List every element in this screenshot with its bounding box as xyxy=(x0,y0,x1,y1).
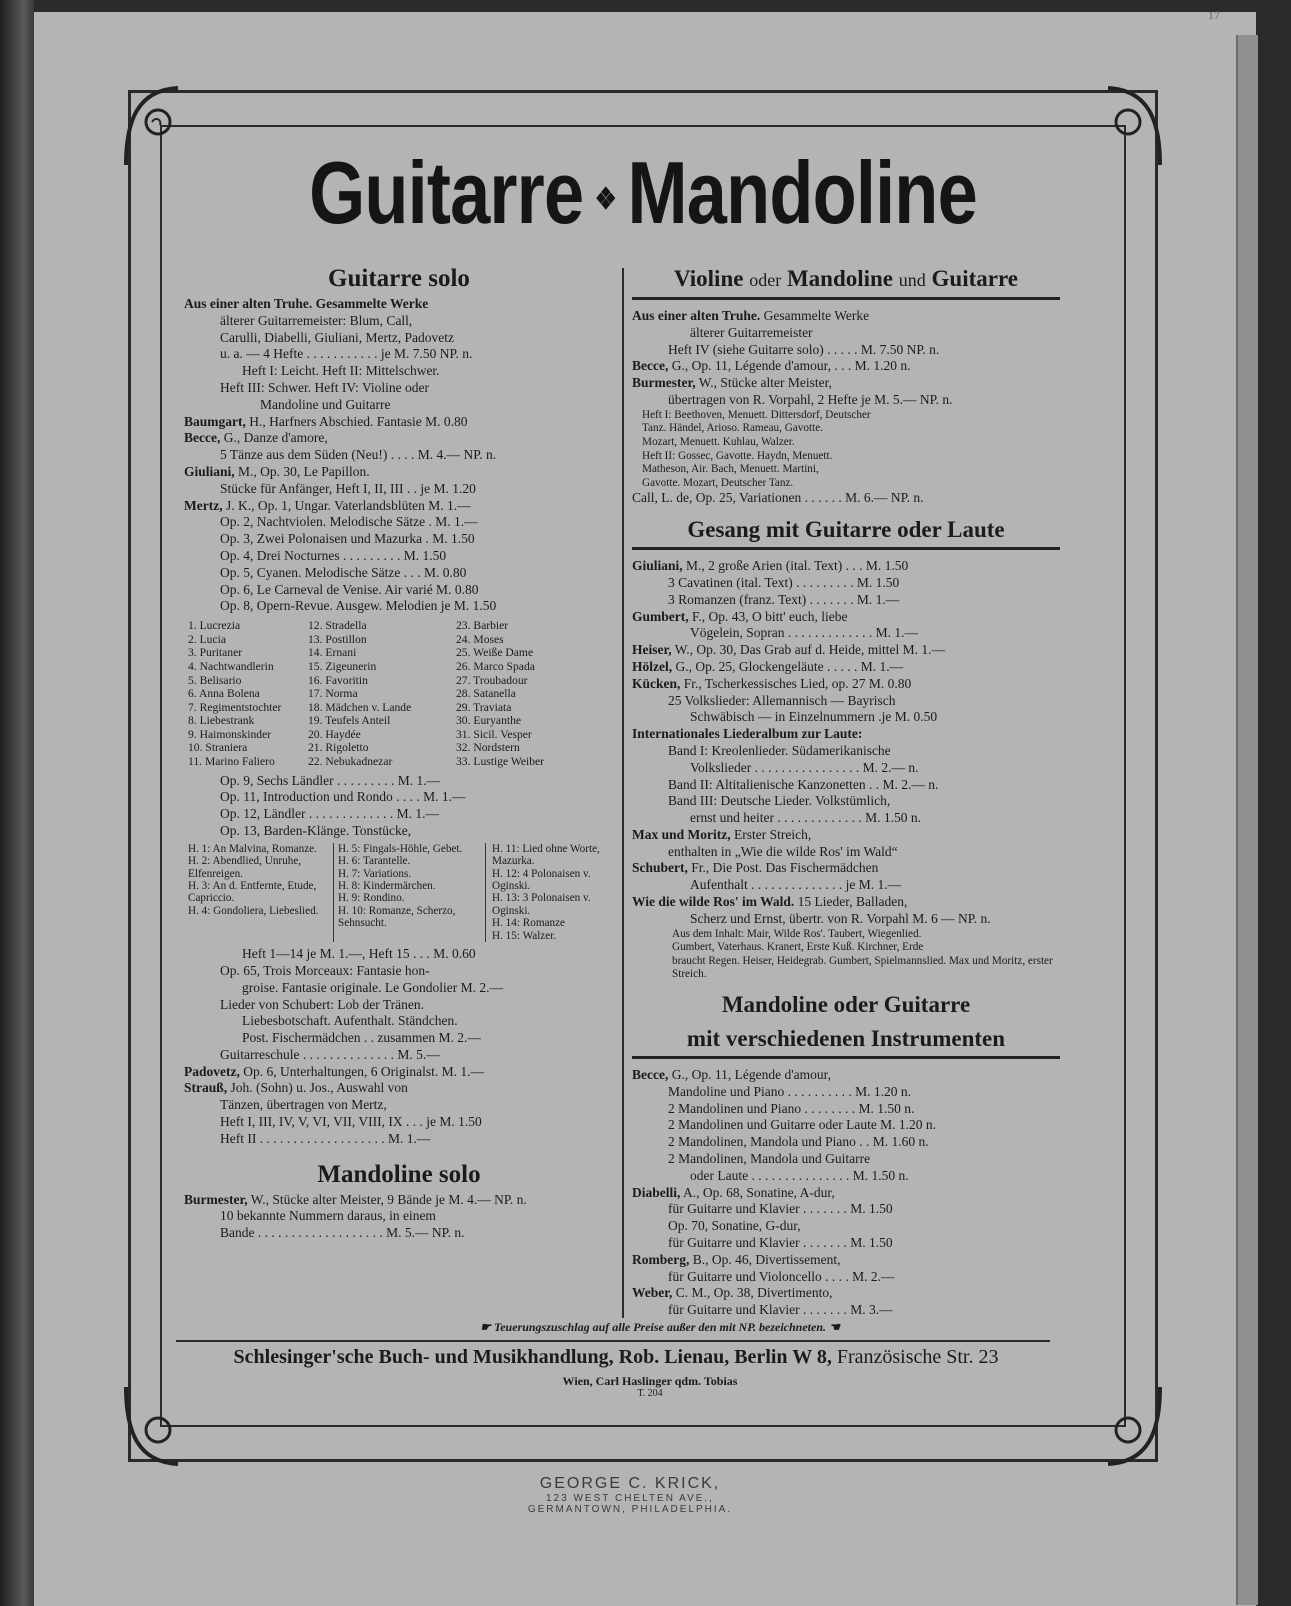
list-item: Aus einer alten Truhe. Gesammelte Werke xyxy=(184,296,429,311)
list-item: Becce, G., Op. 11, Légende d'amour, . . . M. 1.20 n. xyxy=(632,358,911,374)
opera-item: 29. Traviata xyxy=(456,700,512,714)
list-item: Mandoline und Piano . . . . . . . . . . M. 1.20 n. xyxy=(668,1083,911,1099)
violine-list xyxy=(632,308,1060,409)
list-item: Diabelli, A., Op. 68, Sonatine, A-dur, xyxy=(632,1184,835,1200)
list-item: Baumgart, H., Harfners Abschied. Fantasie M. 0.80 xyxy=(184,413,468,429)
list-item: Heft IV (siehe Guitarre solo) . . . . . M. 7.50 NP. n. xyxy=(668,341,940,357)
violine-heading-mandoline: Mandoline xyxy=(786,266,894,291)
opera-item: 7. Regimentstochter xyxy=(188,700,282,714)
opera-item: 17. Norma xyxy=(308,687,358,701)
violine-heading xyxy=(632,262,1060,300)
opera-item: 5. Belisario xyxy=(188,673,242,687)
price-footnote: ☛ Teuerungszuschlag auf alle Preise außer den mit NP. bezeichneten. ☚ xyxy=(480,1320,840,1334)
contents-line: Gumbert, Vaterhaus. Kranert, Erste Kuß. Kirchner, Erde xyxy=(672,941,924,954)
list-item: Mertz, J. K., Op. 1, Ungar. Vaterlandsblüten M. 1.— xyxy=(184,497,471,513)
list-item: 10 bekannte Nummern daraus, in einem xyxy=(220,1208,436,1224)
list-item: Internationales Liederalbum zur Laute: xyxy=(632,726,863,742)
contents-line: Gavotte. Mozart, Deutscher Tanz. xyxy=(642,476,794,489)
list-item: für Guitarre und Violoncello . . . . M. 2.— xyxy=(668,1268,895,1284)
instrumenten-heading: mit verschiedenen Instrumenten xyxy=(632,1022,1060,1059)
op13-column xyxy=(188,843,334,942)
list-item: Heiser, W., Op. 30, Das Grab auf d. Heide, mittel M. 1.— xyxy=(632,642,945,658)
list-item: Op. 4, Drei Nocturnes . . . . . . . . . M. 1.50 xyxy=(220,547,447,563)
list-item: Burmester, W., Stücke alter Meister, xyxy=(632,375,832,391)
op13-item: H. 2: Abendlied, Unruhe, Elfenreigen. xyxy=(188,855,302,880)
opera-item: 15. Zigeunerin xyxy=(308,659,377,673)
opera-item: 21. Rigoletto xyxy=(308,741,369,755)
opera-item: 10. Straniera xyxy=(188,741,248,755)
list-item: Bande . . . . . . . . . . . . . . . . . . . M. 5.— NP. n. xyxy=(220,1225,465,1241)
list-item: Romberg, B., Op. 46, Divertissement, xyxy=(632,1251,841,1267)
footer-rule xyxy=(176,1340,1050,1342)
wilde-ros-contents xyxy=(632,928,1060,982)
opera-item: 22. Nebukadnezar xyxy=(308,755,393,769)
list-item: Volkslieder . . . . . . . . . . . . . . . . M. 2.— n. xyxy=(690,759,919,775)
burmester-contents xyxy=(632,409,1060,491)
contents-line: braucht Regen. Heiser, Heidegrab. Gumbert, Spielmannslied. Max und Moritz, erster Streich. xyxy=(672,954,1053,981)
title-left: Guitarre xyxy=(309,143,584,242)
contents-line: Tanz. Händel, Arioso. Rameau, Gavotte. xyxy=(642,422,823,435)
list-item: 5 Tänze aus dem Süden (Neu!) . . . . M. 4.— NP. n. xyxy=(220,447,497,463)
op13-column xyxy=(334,843,486,942)
violine-heading-word: Violine xyxy=(674,266,744,291)
op13-item: H. 15: Walzer. xyxy=(492,929,557,942)
op13-item: H. 13: 3 Polonaisen v. Oginski. xyxy=(492,892,591,917)
list-item: Op. 65, Trois Morceaux: Fantasie hon- xyxy=(220,962,430,978)
op13-column xyxy=(486,843,618,942)
plate-number: T. 204 xyxy=(637,1388,663,1399)
op13-item: H. 11: Lied ohne Worte, Mazurka. xyxy=(492,842,600,868)
op13-item: H. 9: Rondino. xyxy=(338,892,405,905)
publisher-name: Schlesinger'sche Buch- und Musikhandlung, Rob. Lienau, Berlin W 8, xyxy=(233,1346,832,1368)
corner-ornament-bl-icon xyxy=(118,1382,188,1472)
list-item: Strauß, Joh. (Sohn) u. Jos., Auswahl von xyxy=(184,1080,408,1096)
stamp-city: GERMANTOWN, PHILADELPHIA. xyxy=(527,1504,733,1515)
list-item: Op. 70, Sonatine, G-dur, xyxy=(668,1218,801,1234)
contents-line: Heft II: Gossec, Gavotte. Haydn, Menuett. xyxy=(642,449,833,462)
call-line: Call, L. de, Op. 25, Variationen . . . . . . M. 6.— NP. n. xyxy=(632,490,924,506)
opera-list xyxy=(188,619,614,769)
violine-heading-guitarre: Guitarre xyxy=(931,266,1018,291)
stamp-address: 123 WEST CHELTEN AVE., xyxy=(546,1493,714,1504)
list-item: Heft III: Schwer. Heft IV: Violine oder xyxy=(220,379,429,395)
opera-item: 19. Teufels Anteil xyxy=(308,714,391,728)
list-item: Heft I: Leicht. Heft II: Mittelschwer. xyxy=(242,363,440,379)
opera-item: 1. Lucrezia xyxy=(188,619,241,633)
op13-item: H. 1: An Malvina, Romanze. xyxy=(188,842,317,855)
op13-item: H. 5: Fingals-Höhle, Gebet. xyxy=(338,842,463,855)
opera-item: 6. Anna Bolena xyxy=(188,687,260,701)
list-item: Aufenthalt . . . . . . . . . . . . . . je M. 1.— xyxy=(690,877,902,893)
list-item: Scherz und Ernst, übertr. von R. Vorpahl M. 6 — NP. n. xyxy=(690,910,991,926)
list-item: Op. 5, Cyanen. Melodische Sätze . . . M. 0.80 xyxy=(220,564,467,580)
mertz-list-cont xyxy=(184,946,614,1148)
opera-item: 26. Marco Spada xyxy=(456,659,535,673)
list-item: 2 Mandolinen und Guitarre oder Laute M. 1.20 n. xyxy=(668,1117,937,1133)
list-item: Op. 2, Nachtviolen. Melodische Sätze . M. 1.— xyxy=(220,514,478,530)
opera-item: 20. Haydée xyxy=(308,727,361,741)
op13-item: H. 12: 4 Polonaisen v. Oginski. xyxy=(492,867,591,893)
op13-item: H. 4: Gondoliera, Liebeslied. xyxy=(188,904,319,917)
op13-item: H. 7: Variations. xyxy=(338,867,412,880)
list-item: Band III: Deutsche Lieder. Volkstümlich, xyxy=(668,793,891,809)
op13-item: H. 6: Tarantelle. xyxy=(338,855,411,868)
opera-item: 16. Favoritin xyxy=(308,673,368,687)
list-item: übertragen von R. Vorpahl, 2 Hefte je M. 5.— NP. n. xyxy=(668,391,953,407)
list-item: 3 Romanzen (franz. Text) . . . . . . . M. 1.— xyxy=(668,591,900,607)
list-item: Op. 9, Sechs Ländler . . . . . . . . . M. 1.— xyxy=(220,772,441,788)
list-item: 2 Mandolinen, Mandola und Guitarre xyxy=(668,1151,871,1167)
list-item: Mandoline und Guitarre xyxy=(260,396,391,412)
list-item: Guitarreschule . . . . . . . . . . . . . . M. 5.— xyxy=(220,1046,440,1062)
guitarre-solo-list xyxy=(184,296,614,615)
contents-line: Matheson, Air. Bach, Menuett. Martini, xyxy=(642,463,819,476)
opera-item: 25. Weiße Dame xyxy=(456,646,534,660)
book-spine xyxy=(0,0,34,1606)
list-item: Hölzel, G., Op. 25, Glockengeläute . . . . . M. 1.— xyxy=(632,658,904,674)
violine-heading-oder: oder xyxy=(749,270,782,290)
list-item: 25 Volkslieder: Allemannisch — Bayrisch xyxy=(668,692,896,708)
opera-item: 9. Haimonskinder xyxy=(188,727,272,741)
list-item: für Guitarre und Klavier . . . . . . . M. 1.50 xyxy=(668,1201,893,1217)
list-item: Giuliani, M., 2 große Arien (ital. Text) . . . M. 1.50 xyxy=(632,558,909,574)
list-item: Heft 1—14 je M. 1.—, Heft 15 . . . M. 0.60 xyxy=(242,946,476,962)
dealer-stamp xyxy=(470,1475,790,1515)
list-item: Aus einer alten Truhe. Gesammelte Werke xyxy=(632,308,870,323)
list-item: Band I: Kreolenlieder. Südamerikanische xyxy=(668,742,891,758)
gesang-heading: Gesang mit Guitarre oder Laute xyxy=(632,513,1060,550)
list-item: Post. Fischermädchen . . zusammen M. 2.— xyxy=(242,1030,481,1046)
title-right: Mandoline xyxy=(627,143,977,242)
list-item: Heft I, III, IV, V, VI, VII, VIII, IX . . . je M. 1.50 xyxy=(220,1114,482,1130)
list-item: Op. 11, Introduction und Rondo . . . . M. 1.— xyxy=(220,789,466,805)
list-item: Op. 8, Opern-Revue. Ausgew. Melodien je M. 1.50 xyxy=(220,598,497,614)
wien-imprint: Wien, Carl Haslinger qdm. Tobias xyxy=(562,1374,738,1388)
op13-item: H. 8: Kindermärchen. xyxy=(338,880,436,893)
contents-line: Mozart, Menuett. Kuhlau, Walzer. xyxy=(642,435,795,448)
publisher-line xyxy=(176,1346,1056,1369)
corner-ornament-tl-icon xyxy=(118,80,188,170)
list-item: Becce, G., Danze d'amore, xyxy=(184,430,328,446)
opera-item: 18. Mädchen v. Lande xyxy=(308,700,412,714)
list-item: Heft II . . . . . . . . . . . . . . . . . . . M. 1.— xyxy=(220,1130,431,1146)
opera-item: 23. Barbier xyxy=(456,619,509,633)
opera-item: 13. Postillon xyxy=(308,632,367,646)
list-item: Carulli, Diabelli, Giuliani, Mertz, Padovetz xyxy=(220,329,454,345)
mertz-list xyxy=(184,773,614,840)
page-mark: 17 xyxy=(1208,8,1220,22)
page-title xyxy=(247,138,1039,248)
violine-heading-und: und xyxy=(898,270,926,290)
list-item: Schwäbisch — in Einzelnummern .je M. 0.50 xyxy=(690,709,938,725)
contents-line: Heft I: Beethoven, Menuett. Dittersdorf, Deutscher xyxy=(642,408,871,421)
opera-item: 11. Marino Faliero xyxy=(188,755,275,769)
list-item: älterer Guitarremeister: Blum, Call, xyxy=(220,312,413,328)
list-item: enthalten in „Wie die wilde Ros' im Wald“ xyxy=(668,843,898,859)
opera-item: 2. Lucia xyxy=(188,632,226,646)
list-item: Gumbert, F., Op. 43, O bitt' euch, liebe xyxy=(632,608,848,624)
list-item: Liebesbotschaft. Aufenthalt. Ständchen. xyxy=(242,1013,458,1029)
list-item: 2 Mandolinen, Mandola und Piano . . M. 1.60 n. xyxy=(668,1134,929,1150)
list-item: für Guitarre und Klavier . . . . . . . M. 3.— xyxy=(668,1302,893,1318)
list-item: Op. 13, Barden-Klänge. Tonstücke, xyxy=(220,823,412,839)
opera-item: 8. Liebestrank xyxy=(188,714,255,728)
mandoline-solo-list xyxy=(184,1192,614,1242)
list-item: Vögelein, Sopran . . . . . . . . . . . . . M. 1.— xyxy=(690,625,918,641)
instrumenten-list xyxy=(632,1067,1060,1319)
op13-item: H. 14: Romanze xyxy=(492,917,566,930)
opera-item: 4. Nachtwandlerin xyxy=(188,659,274,673)
list-item: 2 Mandolinen und Piano . . . . . . . . M. 1.50 n. xyxy=(668,1100,915,1116)
publisher-address: Französische Str. 23 xyxy=(831,1346,999,1368)
stamp-name: GEORGE C. KRICK, xyxy=(539,1475,721,1492)
list-item: Max und Moritz, Erster Streich, xyxy=(632,826,812,842)
list-item: Padovetz, Op. 6, Unterhaltungen, 6 Originalst. M. 1.— xyxy=(184,1063,484,1079)
list-item: für Guitarre und Klavier . . . . . . . M. 1.50 xyxy=(668,1235,893,1251)
right-column xyxy=(632,262,1060,1319)
list-item: Kücken, Fr., Tscherkessisches Lied, op. 27 M. 0.80 xyxy=(632,675,912,691)
list-item: Stücke für Anfänger, Heft I, II, III . . je M. 1.20 xyxy=(220,480,476,496)
list-item: Becce, G., Op. 11, Légende d'amour, xyxy=(632,1067,831,1083)
corner-ornament-tr-icon xyxy=(1098,80,1168,170)
mandoline-solo-heading: Mandoline solo xyxy=(317,1160,481,1188)
column-divider xyxy=(622,268,624,1318)
opera-item: 27. Troubadour xyxy=(456,673,528,687)
list-item: Schubert, Fr., Die Post. Das Fischermädchen xyxy=(632,860,879,876)
title-separator-icon: ❖ xyxy=(594,182,616,216)
opera-item: 28. Satanella xyxy=(456,687,516,701)
list-item: Weber, C. M., Op. 38, Divertimento, xyxy=(632,1285,833,1301)
opera-item: 24. Moses xyxy=(456,632,504,646)
list-item: Op. 6, Le Carneval de Venise. Air varié M. 0.80 xyxy=(220,581,479,597)
gesang-list xyxy=(632,558,1060,928)
op13-hefte xyxy=(188,843,614,942)
list-item: Tänzen, übertragen von Mertz, xyxy=(220,1097,387,1113)
contents-line: Aus dem Inhalt: Mair, Wilde Ros'. Taubert, Wiegenlied. xyxy=(672,927,922,940)
list-item: Band II: Altitalienische Kanzonetten . . M. 2.— n. xyxy=(668,776,939,792)
list-item: 3 Cavatinen (ital. Text) . . . . . . . . . M. 1.50 xyxy=(668,574,900,590)
list-item: ernst und heiter . . . . . . . . . . . . . M. 1.50 n. xyxy=(690,810,921,826)
guitarre-solo-heading: Guitarre solo xyxy=(328,265,470,292)
opera-item: 3. Puritaner xyxy=(188,646,243,660)
mandoline-guitarre-heading: Mandoline oder Guitarre xyxy=(721,992,971,1018)
page-edge xyxy=(1236,35,1258,1605)
list-item: Burmester, W., Stücke alter Meister, 9 Bände je M. 4.— NP. n. xyxy=(184,1191,527,1207)
opera-item: 31. Sicil. Vesper xyxy=(456,727,532,741)
opera-item: 30. Euryanthe xyxy=(456,714,522,728)
list-item: Wie die wilde Ros' im Wald. 15 Lieder, Balladen, xyxy=(632,894,908,910)
list-item: Lieder von Schubert: Lob der Tränen. xyxy=(220,996,424,1012)
list-item: älterer Guitarremeister xyxy=(690,324,813,340)
left-column xyxy=(184,262,614,1242)
op13-item: H. 10: Romanze, Scherzo, Sehnsucht. xyxy=(338,904,456,930)
list-item: groise. Fantasie originale. Le Gondolier M. 2.— xyxy=(242,979,503,995)
opera-item: 32. Nordstern xyxy=(456,741,520,755)
list-item: Giuliani, M., Op. 30, Le Papillon. xyxy=(184,463,370,479)
opera-item: 14. Ernani xyxy=(308,646,357,660)
list-item: u. a. — 4 Hefte . . . . . . . . . . . je M. 7.50 NP. n. xyxy=(220,346,473,362)
corner-ornament-br-icon xyxy=(1098,1382,1168,1472)
list-item: oder Laute . . . . . . . . . . . . . . . M. 1.50 n. xyxy=(690,1167,909,1183)
op13-item: H. 3: An d. Entfernte, Etude, Capriccio. xyxy=(188,880,317,905)
opera-item: 12. Stradella xyxy=(308,619,367,633)
opera-item: 33. Lustige Weiber xyxy=(456,755,545,769)
list-item: Op. 3, Zwei Polonaisen und Mazurka . M. 1.50 xyxy=(220,531,475,547)
list-item: Op. 12, Ländler . . . . . . . . . . . . . M. 1.— xyxy=(220,806,439,822)
